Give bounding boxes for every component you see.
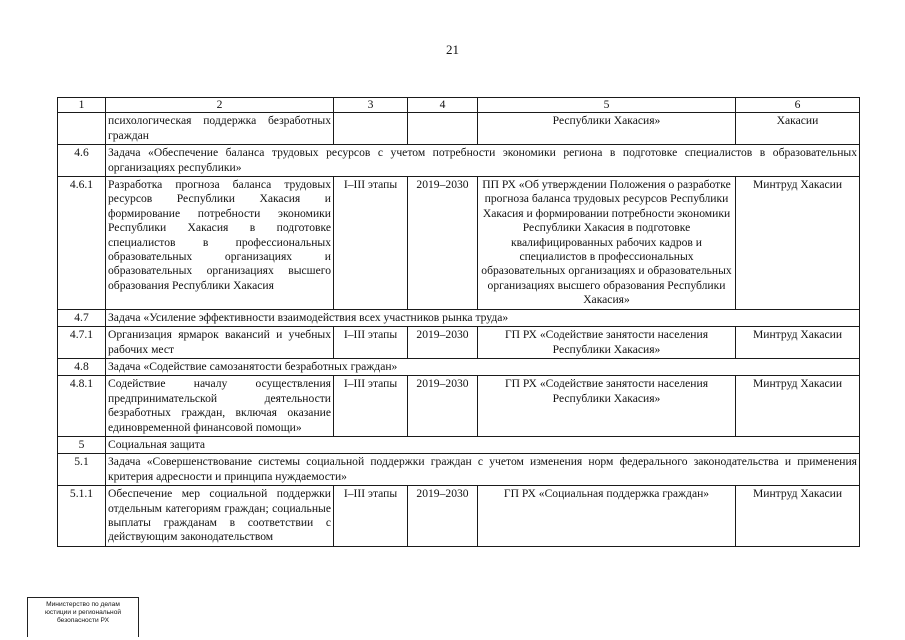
row-number: 4.6.1 xyxy=(58,177,106,310)
task-row xyxy=(58,358,860,375)
task-text: Задача «Совершенствование системы социальной поддержки граждан с учетом изменения норм федерального законодательства и применения критерия адресности и принципа нуждаемости» xyxy=(106,454,860,486)
header-cell: 6 xyxy=(736,98,860,113)
task-text: Задача «Содействие самозанятости безработных граждан» xyxy=(106,358,860,375)
measure-name: Содействие началу осуществления предпринимательской деятельности безработных граждан, включая оказание единовременной финансовой помощи» xyxy=(106,376,334,437)
period-cell: 2019–2030 xyxy=(408,486,478,547)
row-number: 4.8 xyxy=(58,358,106,375)
period-cell: 2019–2030 xyxy=(408,327,478,359)
document-cell: ГП РХ «Содействие занятости населения Республики Хакасия» xyxy=(478,376,736,437)
executor-cell: Минтруд Хакасии xyxy=(736,177,860,310)
measure-name: психологическая поддержка безработных граждан xyxy=(106,113,334,145)
period-cell: 2019–2030 xyxy=(408,177,478,310)
document-cell: ПП РХ «Об утверждении Положения о разработке прогноза баланса трудовых ресурсов Республики Хакасия и формировании потребности экономики Республики Хакасия в подготовке квалифицированных рабочих кадров и специалистов в профессиональных образовательных организациях и образовательных организациях высшего образования Республики Хакасия» xyxy=(478,177,736,310)
stage-cell: I–III этапы xyxy=(334,376,408,437)
row-number: 4.8.1 xyxy=(58,376,106,437)
stage-cell: I–III этапы xyxy=(334,327,408,359)
task-row xyxy=(58,309,860,326)
stamp-line: Министерство по делам xyxy=(46,601,120,608)
page-number: 21 xyxy=(446,42,459,57)
header-cell: 5 xyxy=(478,98,736,113)
measure-name: Обеспечение мер социальной поддержки отдельным категориям граждан; социальные выплаты гражданам в соответствии с действующим законодательством xyxy=(106,486,334,547)
stage-cell: I–III этапы xyxy=(334,177,408,310)
task-text: Задача «Обеспечение баланса трудовых ресурсов с учетом потребности экономики региона в подготовке специалистов в образовательных организациях республики» xyxy=(106,145,860,177)
row-number: 4.7 xyxy=(58,309,106,326)
row-number: 4.7.1 xyxy=(58,327,106,359)
table-header-row xyxy=(58,98,860,113)
row-number xyxy=(58,113,106,145)
task-row xyxy=(58,436,860,453)
row-number: 5 xyxy=(58,436,106,453)
table-row xyxy=(58,113,860,145)
executor-cell: Минтруд Хакасии xyxy=(736,376,860,437)
header-cell: 2 xyxy=(106,98,334,113)
executor-cell: Минтруд Хакасии xyxy=(736,327,860,359)
plan-table xyxy=(57,97,860,547)
row-number: 5.1 xyxy=(58,454,106,486)
table-row xyxy=(58,486,860,547)
document-cell: ГП РХ «Содействие занятости населения Республики Хакасия» xyxy=(478,327,736,359)
document-cell: Республики Хакасия» xyxy=(478,113,736,145)
table-row xyxy=(58,327,860,359)
executor-cell: Минтруд Хакасии xyxy=(736,486,860,547)
measure-name: Разработка прогноза баланса трудовых ресурсов Республики Хакасия и формирование потребности экономики Республики Хакасия в подготовке специалистов в профессиональных образовательных организациях и образовательных организациях высшего образования Республики Хакасия xyxy=(106,177,334,310)
ministry-stamp xyxy=(27,597,139,637)
table-row xyxy=(58,376,860,437)
task-row xyxy=(58,145,860,177)
stamp-line: безопасности РХ xyxy=(56,617,109,624)
table-row xyxy=(58,177,860,310)
measure-name: Организация ярмарок вакансий и учебных рабочих мест xyxy=(106,327,334,359)
header-cell: 4 xyxy=(408,98,478,113)
row-number: 5.1.1 xyxy=(58,486,106,547)
stamp-line: юстиции и региональной xyxy=(44,609,122,616)
header-cell: 3 xyxy=(334,98,408,113)
stage-cell: I–III этапы xyxy=(334,486,408,547)
task-row xyxy=(58,454,860,486)
document-cell: ГП РХ «Социальная поддержка граждан» xyxy=(478,486,736,547)
row-number: 4.6 xyxy=(58,145,106,177)
executor-cell: Хакасии xyxy=(736,113,860,145)
period-cell: 2019–2030 xyxy=(408,376,478,437)
period-cell xyxy=(408,113,478,145)
task-text: Социальная защита xyxy=(106,436,860,453)
task-text: Задача «Усиление эффективности взаимодействия всех участников рынка труда» xyxy=(106,309,860,326)
header-cell: 1 xyxy=(58,98,106,113)
stage-cell xyxy=(334,113,408,145)
